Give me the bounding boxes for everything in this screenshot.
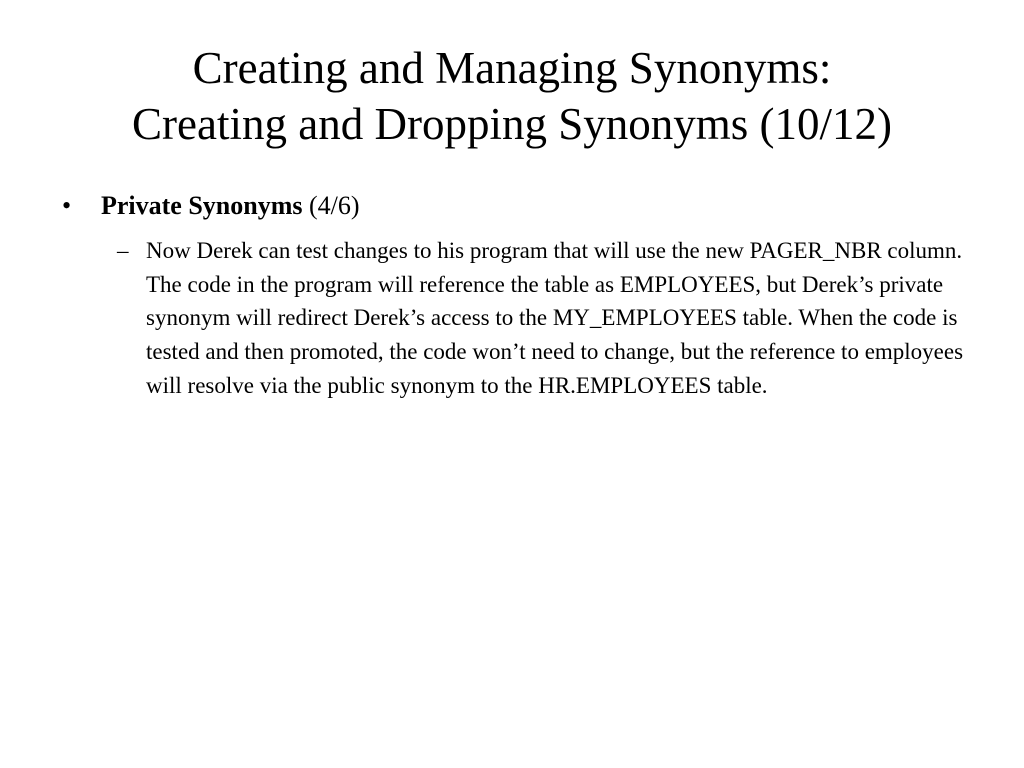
bullet-heading: Private Synonyms [101,191,303,220]
title-line-2: Creating and Dropping Synonyms (10/12) [132,99,892,149]
sub-bullet-text: Now Derek can test changes to his program that will use the new PAGER_NBR column. The code in the program will reference the table as EMPLOYEES, but Derek’s private synonym will redirect Derek’s access to the MY_EMPLOYEES table. When the code is tested and then promoted, the code won’t need to change, but the reference to employees will resolve via the public synonym to the HR.EMPLOYEES table. [146,238,964,398]
bullet-heading-suffix: (4/6) [302,191,360,220]
bullet-marker: • [62,191,72,220]
title-line-1: Creating and Managing Synonyms: [192,43,832,93]
slide-title [40,40,984,152]
sub-bullet-marker: – [117,238,129,263]
bullet-private-synonyms [62,188,982,224]
sub-bullet-derek-test [117,234,966,403]
slide-body [62,188,982,403]
